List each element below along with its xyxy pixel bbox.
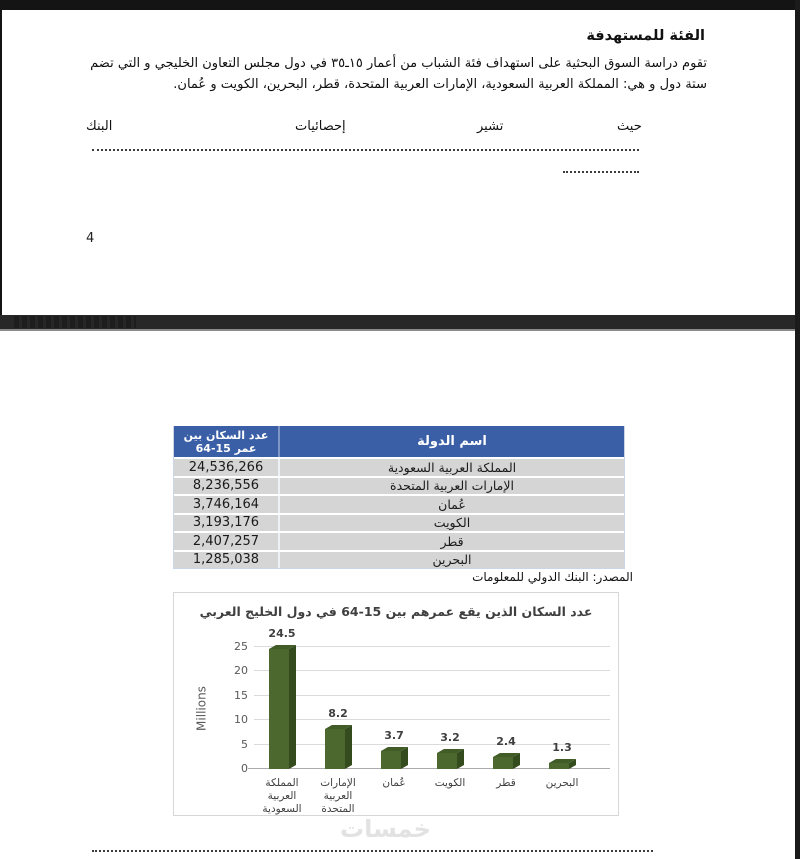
x-label-1: الإمارات العربية المتحدة: [320, 777, 356, 815]
bar-1-side: [345, 725, 352, 769]
gridline-10: [254, 719, 610, 720]
x-label-2: عُمان: [382, 777, 406, 789]
population-cell: 3,746,164: [192, 496, 260, 512]
population-column-header: [174, 426, 278, 457]
population-cell: 2,407,257: [192, 533, 260, 549]
bar-4-value-label: 2.4: [496, 735, 516, 749]
bar-2-value-label: 3.7: [384, 728, 404, 742]
dotted-answer-line-long: [92, 141, 639, 151]
bar-0-front: [269, 649, 289, 769]
country-cell: المملكة العربية السعودية: [278, 459, 624, 476]
x-label-3: الكويت: [434, 777, 466, 789]
gridline-25: [254, 646, 610, 647]
population-cell: 8,236,556: [192, 478, 260, 494]
bar-3-front: [437, 753, 457, 769]
fill-word-tusheer: تشير: [477, 119, 504, 134]
x-label-0: المملكة العربية السعودية: [262, 777, 302, 815]
x-label-4: قطر: [496, 777, 516, 789]
bar-0-value-label: 24.5: [268, 627, 296, 641]
bar-1-front: [325, 729, 345, 769]
y-tick-20: 20: [234, 664, 248, 678]
population-cell: 3,193,176: [192, 515, 260, 531]
table-row: [174, 457, 624, 476]
population-bar-chart: [173, 592, 619, 816]
table-row: [174, 476, 624, 495]
country-cell: الإمارات العربية المتحدة: [278, 478, 624, 495]
population-table: [173, 426, 625, 569]
table-body: [174, 457, 624, 568]
y-tick-5: 5: [241, 737, 248, 751]
bar-2-front: [381, 751, 401, 769]
y-tick-15: 15: [234, 688, 248, 702]
band-watermark-block: [14, 316, 136, 328]
bar-3-value-label: 3.2: [440, 731, 460, 745]
country-cell: عُمان: [278, 496, 624, 513]
body-paragraph: [62, 54, 707, 95]
bar-0-side: [289, 645, 296, 769]
country-cell: الكويت: [278, 515, 624, 532]
gridline-15: [254, 695, 610, 696]
population-cell: 24,536,266: [188, 459, 264, 475]
fill-word-haith: حيث: [617, 119, 642, 134]
bar-4-front: [493, 757, 513, 769]
gridline-20: [254, 670, 610, 671]
dotted-answer-line-short: [563, 163, 639, 173]
scan-top-bar: [0, 0, 800, 10]
table-row: [174, 494, 624, 513]
body-line-2: ستة دول و هي: المملكة العربية السعودية، الإمارات العربية المتحدة، قطر، البحرين، الكويت و عُمان.: [173, 76, 707, 92]
country-cell: البحرين: [278, 552, 624, 569]
khamsat-watermark: خمسات: [340, 815, 431, 843]
country-column-header: اسم الدولة: [278, 426, 624, 457]
y-axis-label: Millions: [194, 686, 209, 731]
scan-right-edge: [795, 0, 800, 859]
fill-word-albank: البنك: [86, 119, 113, 134]
population-header-line1: عدد السكان بين: [183, 428, 269, 442]
population-cell: 1,285,038: [192, 552, 260, 568]
x-label-5: البحرين: [545, 777, 579, 789]
bar-5-value-label: 1.3: [552, 740, 572, 754]
page-number: 4: [86, 231, 95, 246]
y-tick-0: 0: [241, 762, 248, 775]
scan-left-edge: [0, 10, 2, 316]
bar-5-front: [549, 763, 569, 769]
table-source-note: المصدر: البنك الدولي للمعلومات: [472, 570, 633, 584]
chart-title: عدد السكان الذين يقع عمرهم بين 15-64 في دول الخليج العربي: [199, 604, 593, 619]
country-cell: قطر: [278, 533, 624, 550]
table-row: [174, 531, 624, 550]
band-underline: [0, 329, 795, 331]
dotted-footer-line: [92, 842, 653, 852]
y-tick-10: 10: [234, 713, 248, 727]
bar-1-value-label: 8.2: [328, 706, 348, 720]
body-line-1: تقوم دراسة السوق البحثية على استهداف فئة الشباب من أعمار ١٥ـ٣٥ في دول مجلس التعاون الخليجي و التي تضم: [90, 56, 707, 71]
table-header-row: [174, 426, 624, 457]
y-tick-25: 25: [234, 640, 248, 653]
table-row: [174, 550, 624, 569]
fill-word-ihsaiyat: إحصائيات: [295, 119, 346, 134]
section-title: الفئة للمستهدفة: [586, 28, 705, 44]
table-row: [174, 513, 624, 532]
population-header-line2: عمر 15-64: [195, 441, 257, 455]
